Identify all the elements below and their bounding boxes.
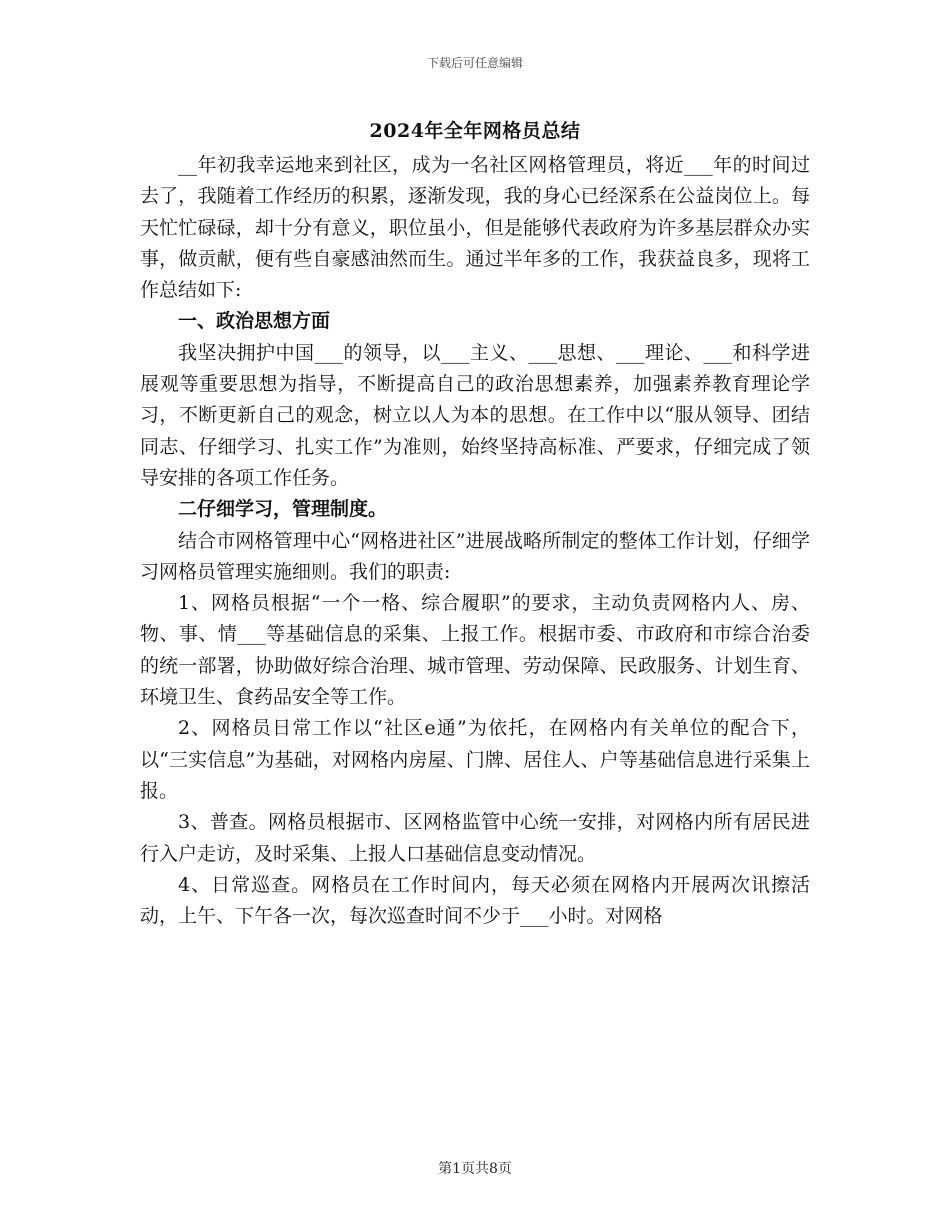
list-item-duty-1: 1、网格员根据“一个一格、综合履职”的要求，主动负责网格内人、房、物、事、情___等基础信息的采集、上报工作。根据市委、市政府和市综合治委的统一部署，协助做好综合治理、城市管理、劳动保障、民政服务、计划生育、环境卫生、食药品安全等工作。 bbox=[140, 592, 810, 709]
section-heading-study: 二仔细学习，管理制度。 bbox=[178, 498, 388, 521]
list-item-duty-4: 4、日常巡查。网格员在工作时间内，每天必须在网格内开展两次讯擦活动，上午、下午各一次，每次巡查时间不少于___小时。对网格 bbox=[140, 873, 810, 928]
paragraph-political: 我坚决拥护中国___的领导，以___主义、___思想、___理论、___和科学进展观等重要思想为指导，不断提高自己的政治思想素养，加强素养教育理论学习，不断更新自己的观念，树立以人为本的思想。在工作中以“服从领导、团结同志、仔细学习、扎实工作”为准则，始终坚持高标准、严要求，仔细完成了领导安排的各项工作任务。 bbox=[140, 341, 810, 489]
document-body bbox=[140, 150, 810, 932]
section-heading-political: 一、政治思想方面 bbox=[178, 310, 331, 333]
list-item-duty-2: 2、网格员日常工作以“社区e通”为依托，在网格内有关单位的配合下，以“三实信息”为基础，对网格内房屋、门牌、居住人、户等基础信息进行采集上报。 bbox=[140, 717, 810, 802]
document-title: 2024年全年网格员总结 bbox=[369, 120, 581, 142]
paragraph-study: 结合市网格管理中心“网格进社区”进展战略所制定的整体工作计划，仔细学习网格员管理实施细则。我们的职责: bbox=[140, 529, 810, 583]
page-header-note: 下载后可任意编辑 bbox=[426, 56, 523, 70]
page-number: 第1页共8页 bbox=[438, 1161, 512, 1177]
paragraph-intro: __年初我幸运地来到社区，成为一名社区网格管理员，将近___年的时间过去了，我随着工作经历的积累，逐渐发现，我的身心已经深系在公益岗位上。每天忙忙碌碌，却十分有意义，职位虽小，但是能够代表政府为许多基层群众办实事，做贡献，便有些自豪感油然而生。通过半年多的工作，我获益良多，现将工作总结如下: bbox=[140, 154, 810, 302]
list-item-duty-3: 3、普查。网格员根据市、区网格监管中心统一安排，对网格内所有居民进行入户走访，及时采集、上报人口基础信息变动情况。 bbox=[140, 811, 810, 865]
